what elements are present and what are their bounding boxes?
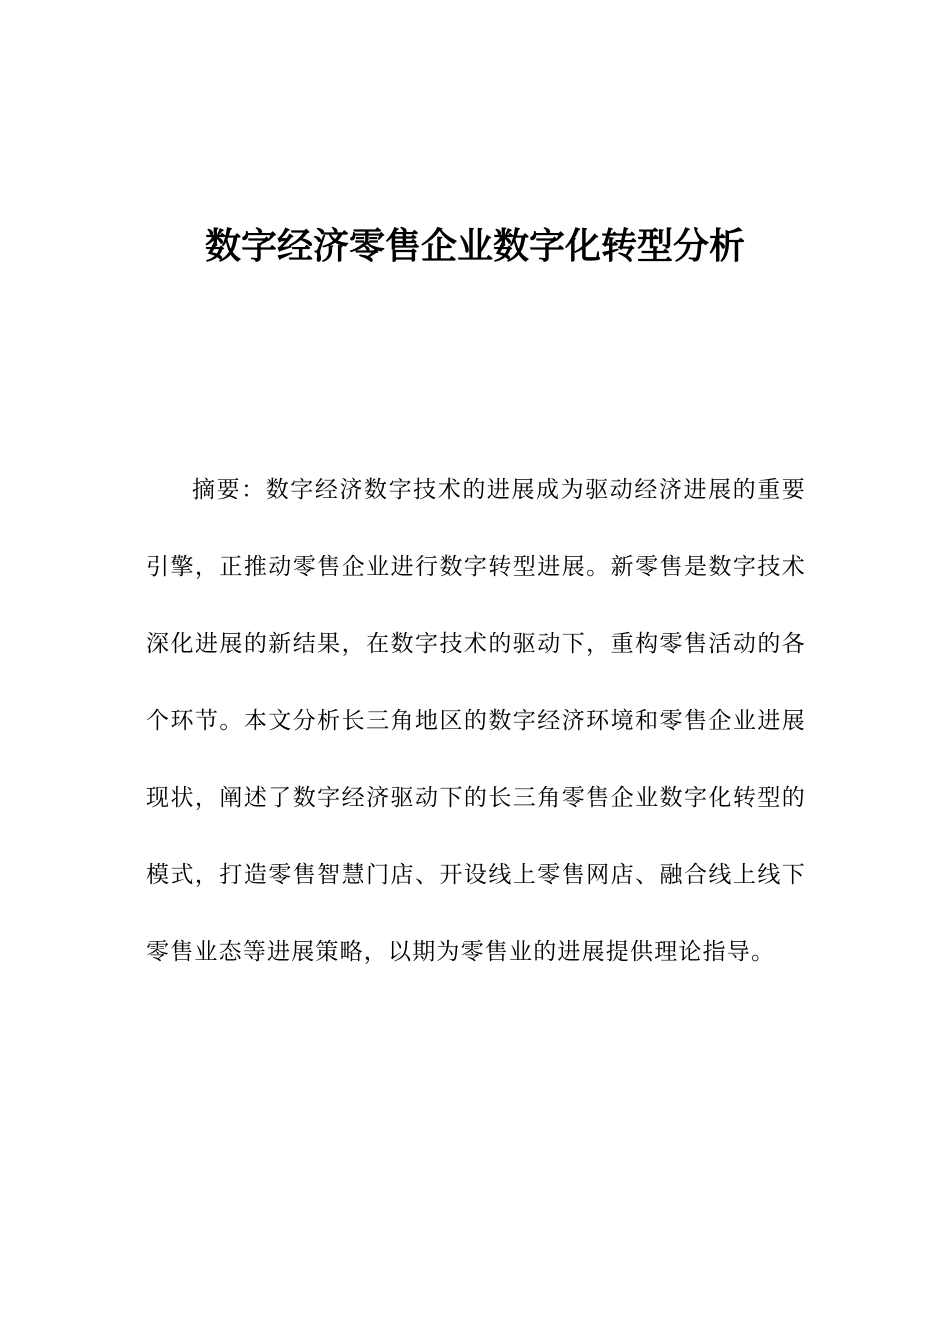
document-title: 数字经济零售企业数字化转型分析 [204,226,745,267]
abstract-paragraph: 摘要：数字经济数字技术的进展成为驱动经济进展的重要引擎，正推动零售企业进行数字转型进展。新零售是数字技术深化进展的新结果，在数字技术的驱动下，重构零售活动的各个环节。本文分析长三角地区的数字经济环境和零售企业进展现状，阐述了数字经济驱动下的长三角零售企业数字化转型的模式，打造零售智慧门店、开设线上零售网店、融合线上线下零售业态等进展策略，以期为零售业的进展提供理论指导。 [146,477,806,965]
